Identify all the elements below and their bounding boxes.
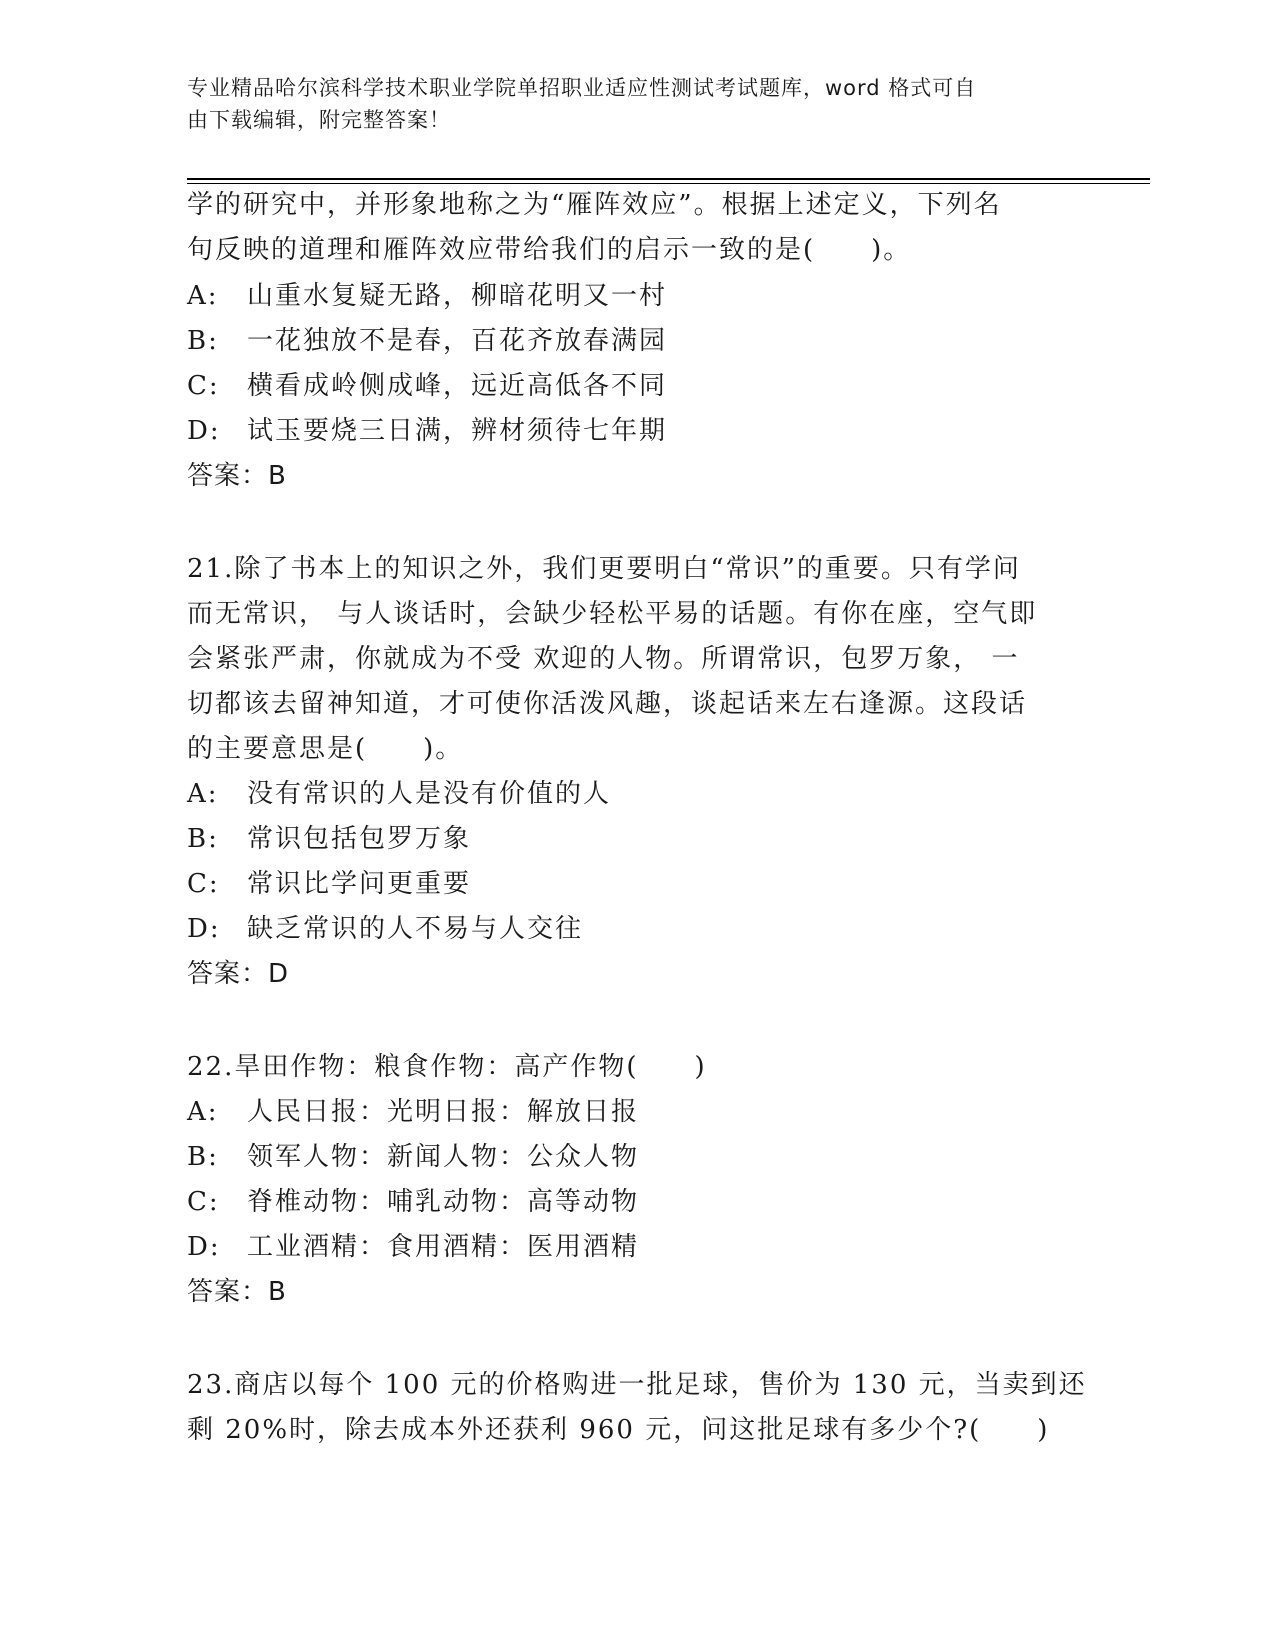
q21-option-c (187, 867, 471, 901)
q23-text-line-2: 剩 20%时，除去成本外还获利 960 元，问这批足球有多少个?( ) (187, 1415, 1050, 1445)
option-text: 横看成岭侧成峰，远近高低各不同 (247, 371, 668, 401)
q21-text-line-1: 21.除了书本上的知识之外，我们更要明白“常识”的重要。只有学问 (187, 554, 1021, 584)
q20-answer: 答案：B (187, 461, 287, 491)
option-key: C: (187, 869, 220, 899)
option-key: B: (187, 326, 219, 356)
q22-text: 22.旱田作物：粮食作物：高产作物( ) (187, 1052, 707, 1082)
header-rule-thin (187, 183, 1150, 184)
q21-option-b (187, 822, 471, 856)
q22-option-c (187, 1185, 639, 1219)
option-key: D: (187, 914, 221, 944)
page-header (187, 72, 1067, 136)
option-key: A: (187, 1097, 219, 1127)
q22-answer: 答案：B (187, 1277, 287, 1307)
q20-option-d (187, 414, 667, 448)
q23-text-line-1: 23.商店以每个 100 元的价格购进一批足球，售价为 130 元，当卖到还 (187, 1370, 1087, 1400)
q20-text-line-1: 学的研究中，并形象地称之为“雁阵效应”。根据上述定义，下列名 (187, 190, 1002, 220)
option-text: 缺乏常识的人不易与人交往 (247, 914, 584, 944)
q20-option-b (187, 324, 667, 358)
q20-option-a (187, 279, 667, 313)
header-line-2: 由下载编辑，附完整答案！ (187, 108, 451, 132)
option-text: 试玉要烧三日满，辨材须待七年期 (247, 416, 668, 446)
option-key: B: (187, 1142, 219, 1172)
q21-text-line-5: 的主要意思是( )。 (187, 734, 464, 764)
header-rule-thick (187, 178, 1150, 180)
q20-text-line-2: 句反映的道理和雁阵效应带给我们的启示一致的是( )。 (187, 235, 912, 265)
q21-text-line-3: 会紧张严肃，你就成为不受 欢迎的人物。所谓常识，包罗万象， 一 (187, 644, 1020, 674)
q22-option-a (187, 1095, 639, 1129)
option-key: C: (187, 1187, 220, 1217)
option-text: 领军人物：新闻人物：公众人物 (247, 1142, 640, 1172)
option-text: 常识包括包罗万象 (247, 824, 472, 854)
option-key: A: (187, 779, 219, 809)
option-text: 一花独放不是春，百花齐放春满园 (247, 326, 668, 356)
option-key: D: (187, 1232, 221, 1262)
option-key: D: (187, 416, 221, 446)
q20-option-c (187, 369, 667, 403)
q21-text-line-4: 切都该去留神知道，才可使你活泼风趣，谈起话来左右逢源。这段话 (187, 689, 1028, 719)
q21-text-line-2: 而无常识， 与人谈话时，会缺少轻松平易的话题。有你在座，空气即 (187, 599, 1038, 629)
option-text: 没有常识的人是没有价值的人 (247, 779, 612, 809)
option-text: 工业酒精：食用酒精：医用酒精 (247, 1232, 640, 1262)
option-text: 脊椎动物：哺乳动物：高等动物 (247, 1187, 640, 1217)
option-key: C: (187, 371, 220, 401)
header-line-1: 专业精品哈尔滨科学技术职业学院单招职业适应性测试考试题库，word 格式可自 (187, 76, 977, 100)
q22-option-b (187, 1140, 639, 1174)
option-text: 人民日报：光明日报：解放日报 (247, 1097, 640, 1127)
option-key: B: (187, 824, 219, 854)
q21-answer: 答案：D (187, 959, 290, 989)
q21-option-d (187, 912, 583, 946)
q22-option-d (187, 1230, 639, 1264)
option-text: 常识比学问更重要 (247, 869, 472, 899)
q21-option-a (187, 777, 611, 811)
option-text: 山重水复疑无路，柳暗花明又一村 (247, 281, 668, 311)
option-key: A: (187, 281, 219, 311)
